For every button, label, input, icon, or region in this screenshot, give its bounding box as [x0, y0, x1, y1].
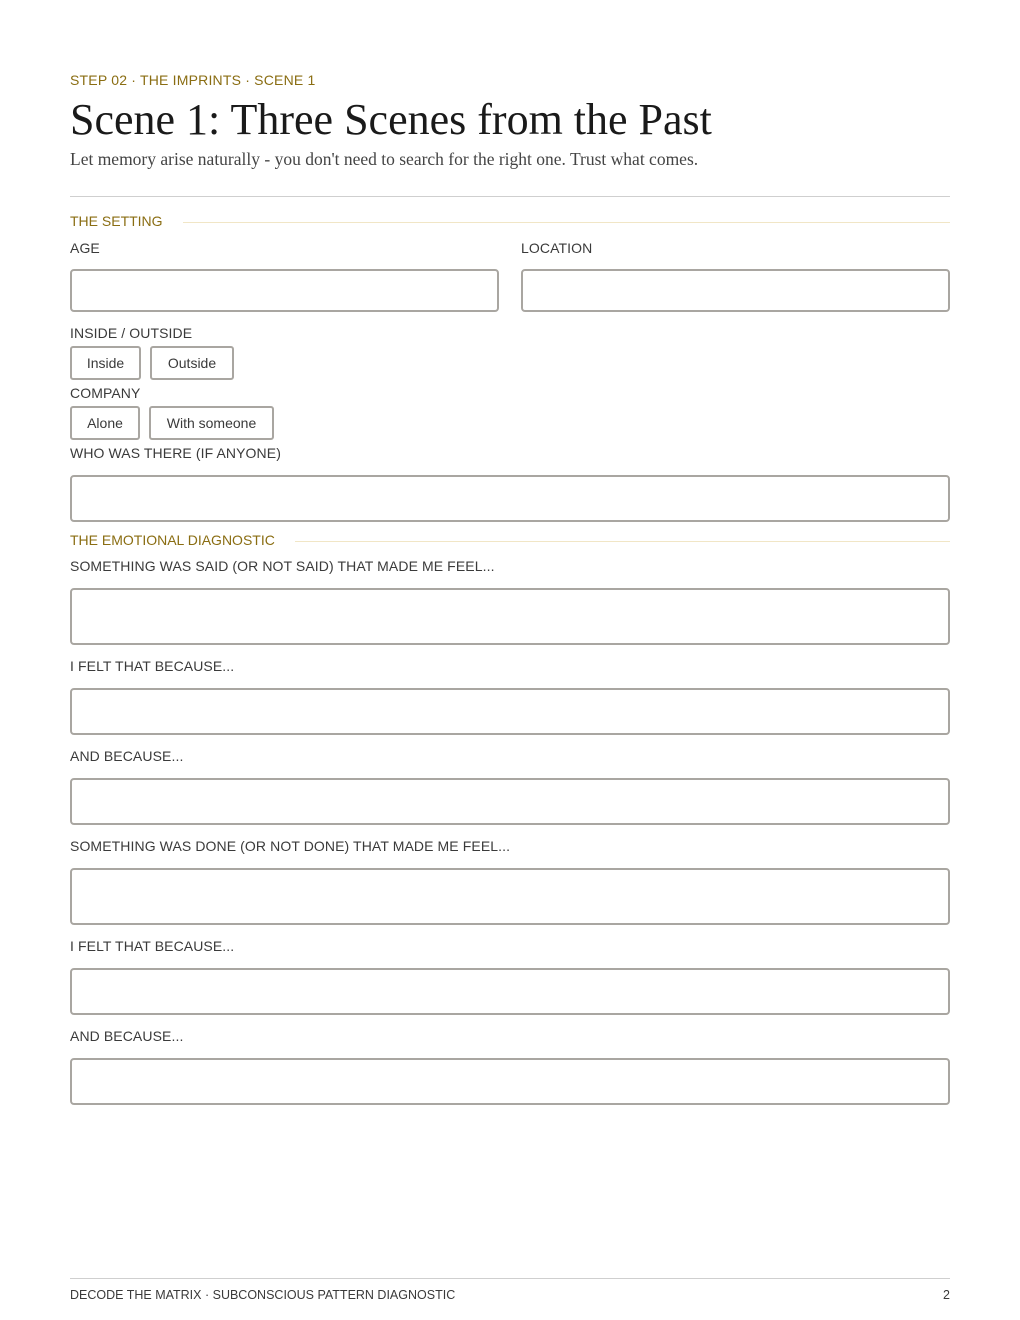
done-feel-input[interactable] [70, 868, 950, 925]
section-heading-label: THE EMOTIONAL DIAGNOSTIC [70, 532, 275, 548]
age-input[interactable] [70, 269, 499, 312]
said-and-because-input[interactable] [70, 778, 950, 825]
page-subtitle: Let memory arise naturally - you don't need to search for the right one. Trust what comes. [70, 149, 699, 169]
said-feel-input[interactable] [70, 588, 950, 645]
done-and-because-label: AND BECAUSE... [70, 1028, 184, 1044]
section-heading-rule [183, 222, 950, 223]
section-heading-setting [70, 213, 950, 229]
done-because-label: I FELT THAT BECAUSE... [70, 938, 235, 954]
said-because-label: I FELT THAT BECAUSE... [70, 658, 235, 674]
page-number: 2 [943, 1288, 950, 1302]
step-eyebrow: STEP 02 · THE IMPRINTS · SCENE 1 [70, 72, 316, 88]
who-was-there-input[interactable] [70, 475, 950, 522]
location-label: LOCATION [521, 240, 593, 256]
footer-title: DECODE THE MATRIX · SUBCONSCIOUS PATTERN DIAGNOSTIC [70, 1288, 456, 1302]
with-someone-option-button[interactable]: With someone [149, 406, 274, 440]
section-heading-label: THE SETTING [70, 213, 163, 229]
done-and-because-input[interactable] [70, 1058, 950, 1105]
worksheet-page [70, 0, 950, 1320]
section-heading-rule [295, 541, 950, 542]
inside-option-button[interactable]: Inside [70, 346, 141, 380]
done-feel-label: SOMETHING WAS DONE (OR NOT DONE) THAT MADE ME FEEL... [70, 838, 511, 854]
said-because-input[interactable] [70, 688, 950, 735]
said-and-because-label: AND BECAUSE... [70, 748, 184, 764]
who-was-there-label: WHO WAS THERE (IF ANYONE) [70, 445, 281, 461]
company-label: COMPANY [70, 385, 141, 401]
done-because-input[interactable] [70, 968, 950, 1015]
page-title: Scene 1: Three Scenes from the Past [70, 95, 712, 144]
alone-option-button[interactable]: Alone [70, 406, 140, 440]
section-heading-emotional [70, 532, 950, 548]
inside-outside-label: INSIDE / OUTSIDE [70, 325, 193, 341]
outside-option-button[interactable]: Outside [150, 346, 234, 380]
header-divider [70, 196, 950, 197]
age-label: AGE [70, 240, 100, 256]
location-input[interactable] [521, 269, 950, 312]
said-feel-label: SOMETHING WAS SAID (OR NOT SAID) THAT MADE ME FEEL... [70, 558, 495, 574]
footer-divider [70, 1278, 950, 1279]
